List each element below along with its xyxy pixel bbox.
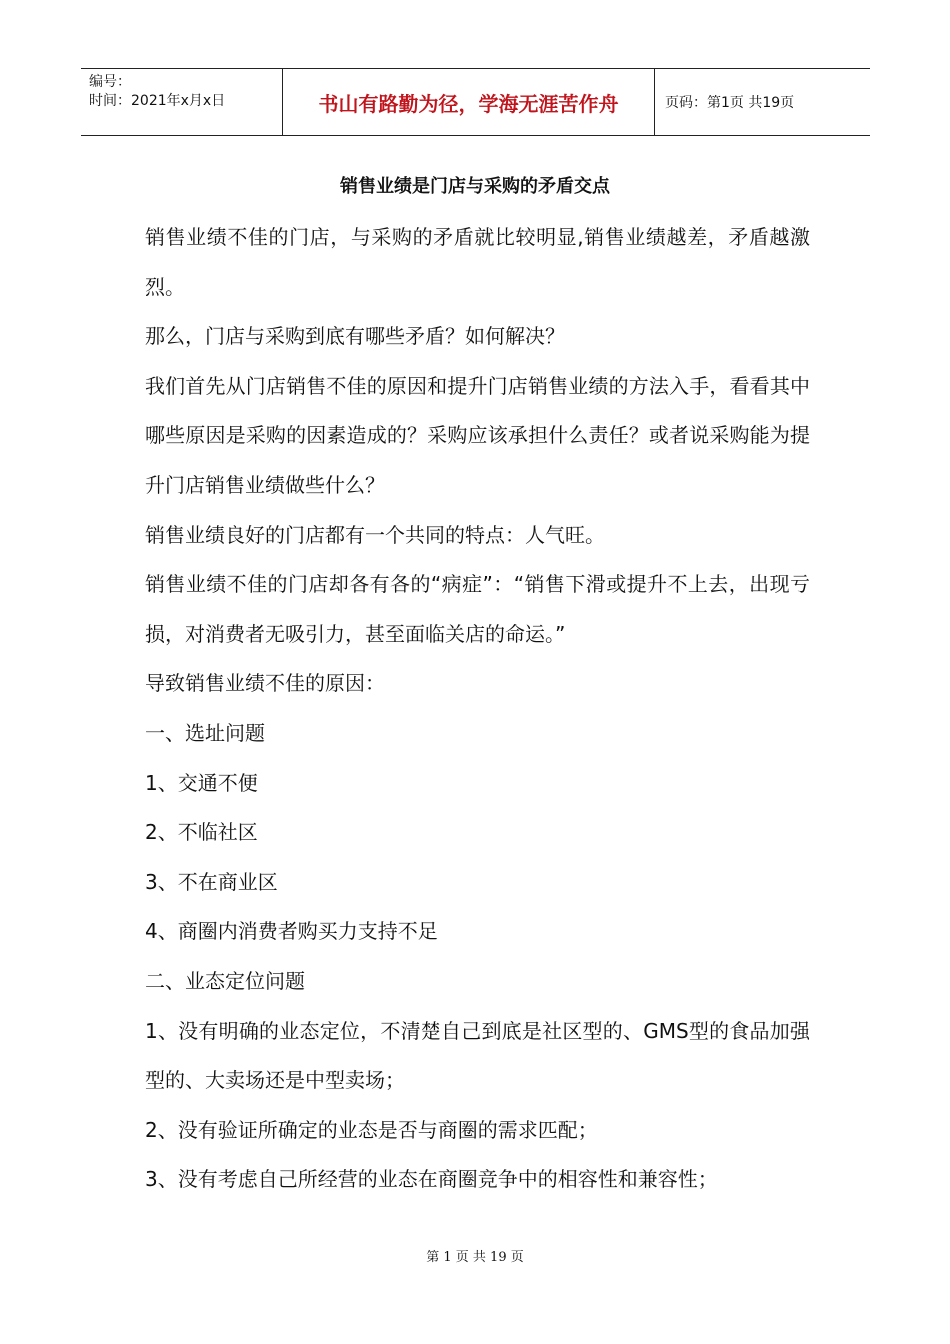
list-item: 2、不临社区 [145,820,258,845]
paragraph: 我们首先从门店销售不佳的原因和提升门店销售业绩的方法入手，看看其中哪些原因是采购的因素造成的？采购应该承担什么责任？或者说采购能为提升门店销售业绩做些什么？ [145,373,810,497]
section-heading: 一、选址问题 [145,720,265,745]
list-item: 4、商圈内消费者购买力支持不足 [145,919,438,944]
section-heading: 二、业态定位问题 [145,968,305,993]
header-left-cell [81,69,282,135]
paragraph: 那么，门店与采购到底有哪些矛盾？如何解决？ [145,324,565,349]
page-info: 页码：第1页 共19页 [665,95,795,111]
paragraph: 销售业绩不佳的门店却各有各的“病症”：“销售下滑或提升不上去，出现亏损，对消费者无吸引力，甚至面临关店的命运。” [145,572,810,646]
list-item: 3、没有考虑自己所经营的业态在商圈竞争中的相容性和兼容性； [145,1167,718,1192]
list-item: 1、没有明确的业态定位，不清楚自己到底是社区型的、GMS型的食品加强型的、大卖场还是中型卖场； [145,1018,810,1093]
serial-label: 编号： [89,74,131,90]
page-header [81,68,870,136]
document-body [145,213,810,1205]
page-footer: 第 1 页 共 19 页 [426,1250,524,1265]
document-title: 销售业绩是门店与采购的矛盾交点 [340,176,610,197]
paragraph: 导致销售业绩不佳的原因： [145,671,385,696]
date-label: 时间：2021年x月x日 [89,93,226,109]
list-item: 1、交通不便 [145,770,258,795]
motto: 书山有路勤为径，学海无涯苦作舟 [282,69,655,135]
list-item: 3、不在商业区 [145,869,278,894]
paragraph: 销售业绩良好的门店都有一个共同的特点：人气旺。 [145,522,605,547]
list-item: 2、没有验证所确定的业态是否与商圈的需求匹配； [145,1117,598,1142]
paragraph: 销售业绩不佳的门店，与采购的矛盾就比较明显,销售业绩越差，矛盾越激烈。 [145,225,810,299]
